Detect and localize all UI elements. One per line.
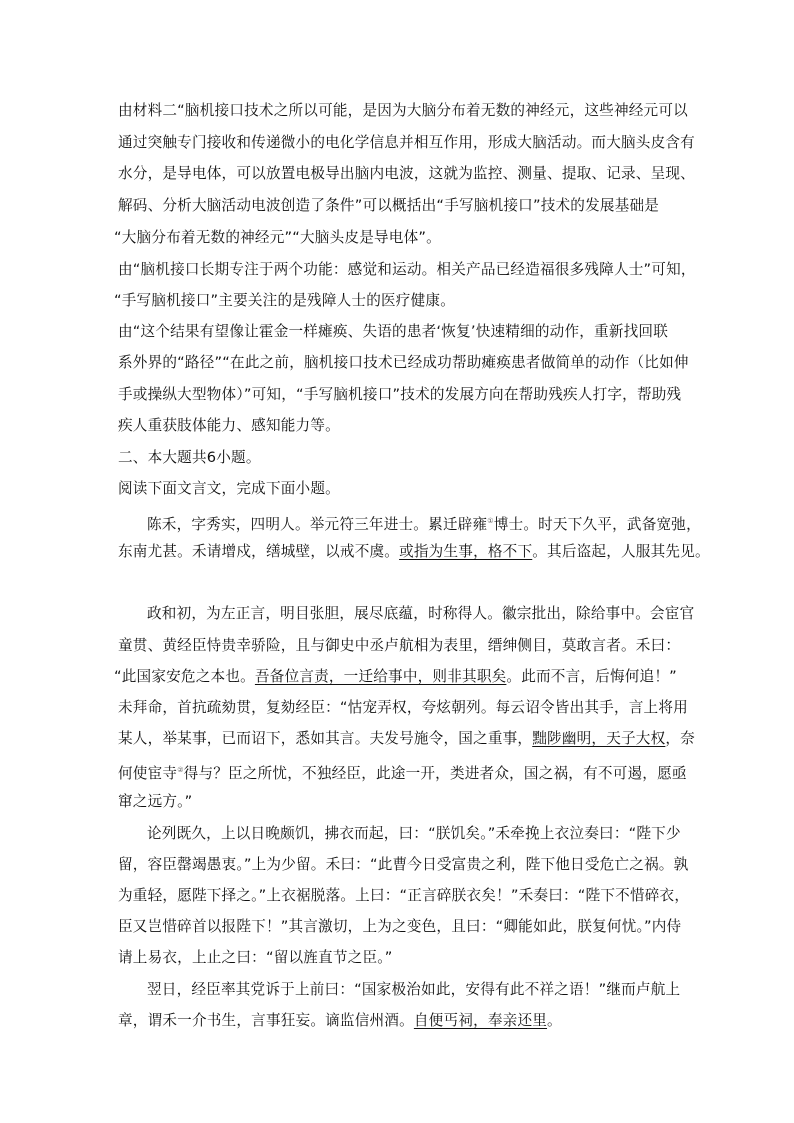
passage-line: 政和初，为左正言，明目张胆，展尽底蕴，时称得人。徽宗批出，除给事中。会宦官 <box>147 605 695 622</box>
text-segment: ，奈 <box>665 730 695 747</box>
text-segment: 。此而不言，后悔何追！” <box>506 668 677 685</box>
passage-line: 请上易衣，上止之曰：“留以旌直节之臣。” <box>118 949 393 966</box>
passage-line: 窜之远方。” <box>118 793 193 810</box>
text-segment: 。其后盗起，人服其先见。 <box>532 543 710 560</box>
text-segment: 。 <box>547 1012 562 1029</box>
underlined-sentence: 黜陟幽明，天子大权 <box>532 730 666 747</box>
text-segment: 某人，举某事，已而诏下，悉如其言。夫发号施令，国之重事， <box>118 730 533 747</box>
text-segment: 得与？臣之所忧，不独经臣，此途一开，类进者众，国之祸，有不可遏，愿亟 <box>183 764 687 782</box>
passage-line: 童贯、黄经臣恃贵幸骄险，且与御史中丞卢航相为表里，缙绅侧目，莫敢言者。禾曰： <box>118 637 681 654</box>
analysis-line: 手或操纵大型物体）”可知，“手写脑机接口”技术的发展方向在帮助残疾人打字，帮助残 <box>118 386 682 403</box>
analysis-line: 水分，是导电体，可以放置电极导出脑内电波，这就为监控、测量、提取、记录、呈现、 <box>118 165 695 182</box>
text-segment: 何使宦寺 <box>118 764 178 782</box>
text-segment: 章，谓禾一介书生，言事狂妄。谪监信州酒。 <box>118 1012 414 1029</box>
text-segment: 博士。时天下久平，武备宽弛， <box>493 515 701 533</box>
passage-line <box>118 729 695 749</box>
analysis-line: 通过突触专门接收和传递微小的电化学信息并相互作用，形成大脑活动。而大脑头皮含有 <box>118 134 695 151</box>
analysis-line: “手写脑机接口”主要关注的是残障人士的医疗健康。 <box>114 292 455 309</box>
text-segment: 东南尤甚。禾请增戍，缮城壁，以戒不虞。 <box>118 543 400 560</box>
passage-line: 论列既久，上以日晚颇饥，拂衣而起，曰：“朕饥矣。”禾牵挽上衣泣奏曰：“陛下少 <box>147 825 681 842</box>
passage-line: 翌日，经臣率其党诉于上前曰：“国家极治如此，安得有此不祥之语！”继而卢航上 <box>147 981 681 998</box>
passage-line: 留，容臣罄竭愚衷。”上为少留。禾曰：“此曹今日受富贵之利，陛下他日受危亡之祸。孰 <box>118 856 689 873</box>
passage-line <box>118 1011 562 1031</box>
passage-line: 臣又岂惜碎首以报陛下！”其言激切，上为之变色，且曰：“卿能如此，朕复何忧。”内侍 <box>118 918 682 935</box>
analysis-line: 解码、分析大脑活动电波创造了条件”可以概括出“手写脑机接口”技术的发展基础是 <box>118 197 660 214</box>
analysis-line: 由“这个结果有望像让霍金一样瘫痪、失语的患者‘恢复’快速精细的动作，重新找回联 <box>118 323 669 340</box>
analysis-line: 系外界的“路径”“在此之前，脑机接口技术已经成功帮助瘫痪患者做简单的动作（比如伸 <box>118 354 689 371</box>
underlined-sentence: 自便丐祠，奉亲还里 <box>413 1012 548 1029</box>
footnote-marker: ② <box>177 766 184 774</box>
passage-line: 为重轻，愿陛下择之。”上衣裾脱落。上曰：“正言碎朕衣矣！”禾奏曰：“陛下不惜碎衣， <box>118 887 690 904</box>
passage-line <box>147 511 701 535</box>
text-segment: “此国家安危之本也。 <box>114 668 255 685</box>
underlined-sentence: 或指为生事，格不下 <box>399 543 533 560</box>
instruction: 阅读下面文言文，完成下面小题。 <box>118 480 340 497</box>
footnote-marker: ① <box>487 517 494 525</box>
analysis-line: 由“脑机接口长期专注于两个功能：感觉和运动。相关产品已经造福很多残障人士”可知， <box>118 261 696 278</box>
analysis-line: “大脑分布着无数的神经元”“大脑头皮是导电体”。 <box>114 229 441 246</box>
analysis-line: 疾人重获肢体能力、感知能力等。 <box>118 417 340 434</box>
passage-line <box>118 760 687 784</box>
section-heading: 二、本大题共6小题。 <box>118 449 261 466</box>
underlined-sentence: 吾备位言责，一迁给事中，则非其职矣 <box>254 668 507 685</box>
passage-line <box>114 667 677 687</box>
passage-line: 未拜命，首抗疏劾贯，复劾经臣：“怙宠弄权，夸炫朝列。每云诏令皆出其手，言上将用 <box>118 699 688 716</box>
analysis-line: 由材料二“脑机接口技术之所以可能，是因为大脑分布着无数的神经元，这些神经元可以 <box>118 102 688 119</box>
text-segment: 陈禾，字秀实，四明人。举元符三年进士。累迁辟雍 <box>147 515 488 533</box>
passage-line <box>118 542 710 562</box>
